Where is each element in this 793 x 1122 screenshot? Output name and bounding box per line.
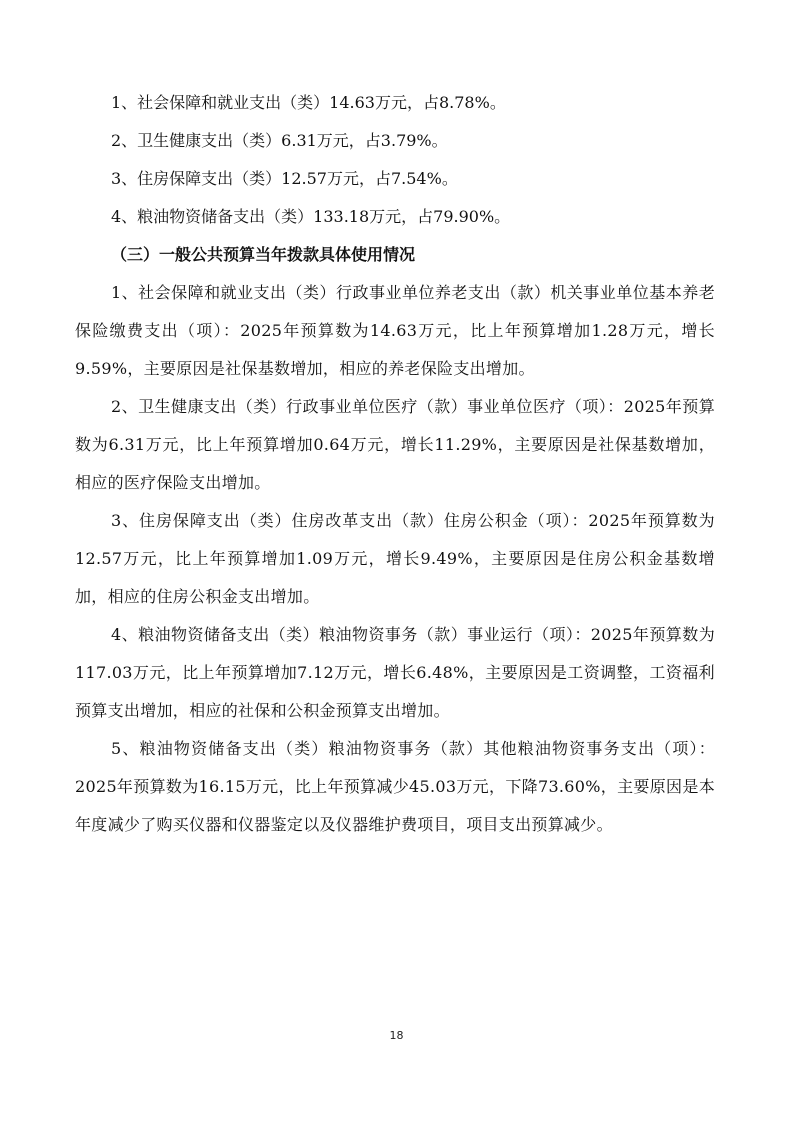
paragraph-social-security: 1、社会保障和就业支出（类）行政事业单位养老支出（款）机关事业单位基本养老保险缴费支出（项）：2025年预算数为14.63万元，比上年预算增加1.28万元，增长9.59%，主要原因是社保基数增加，相应的养老保险支出增加。 [75, 283, 715, 378]
paragraph-housing: 3、住房保障支出（类）住房改革支出（款）住房公积金（项）：2025年预算数为12.57万元，比上年预算增加1.09万元，增长9.49%，主要原因是住房公积金基数增加，相应的住房公积金支出增加。 [75, 511, 715, 606]
paragraph-grain-other: 5、粮油物资储备支出（类）粮油物资事务（款）其他粮油物资事务支出（项）：2025年预算数为16.15万元，比上年预算减少45.03万元，下降73.60%，主要原因是本年度减少了购买仪器和仪器鉴定以及仪器维护费项目，项目支出预算减少。 [75, 739, 715, 834]
list-item-health: 2、卫生健康支出（类）6.31万元，占3.79%。 [111, 131, 448, 150]
list-item-housing: 3、住房保障支出（类）12.57万元，占7.54%。 [111, 169, 458, 188]
paragraph-health: 2、卫生健康支出（类）行政事业单位医疗（款）事业单位医疗（项）：2025年预算数为6.31万元，比上年预算增加0.64万元，增长11.29%，主要原因是社保基数增加，相应的医疗保险支出增加。 [75, 397, 715, 492]
section-heading: （三）一般公共预算当年拨款具体使用情况 [111, 245, 416, 264]
document-body [75, 84, 715, 844]
page-number: 18 [389, 1029, 404, 1042]
list-item-social-security: 1、社会保障和就业支出（类）14.63万元，占8.78%。 [111, 93, 506, 112]
list-item-grain-reserve: 4、粮油物资储备支出（类）133.18万元，占79.90%。 [111, 207, 511, 226]
paragraph-grain-operation: 4、粮油物资储备支出（类）粮油物资事务（款）事业运行（项）：2025年预算数为117.03万元，比上年预算增加7.12万元，增长6.48%，主要原因是工资调整，工资福利预算支出增加，相应的社保和公积金预算支出增加。 [75, 625, 715, 720]
